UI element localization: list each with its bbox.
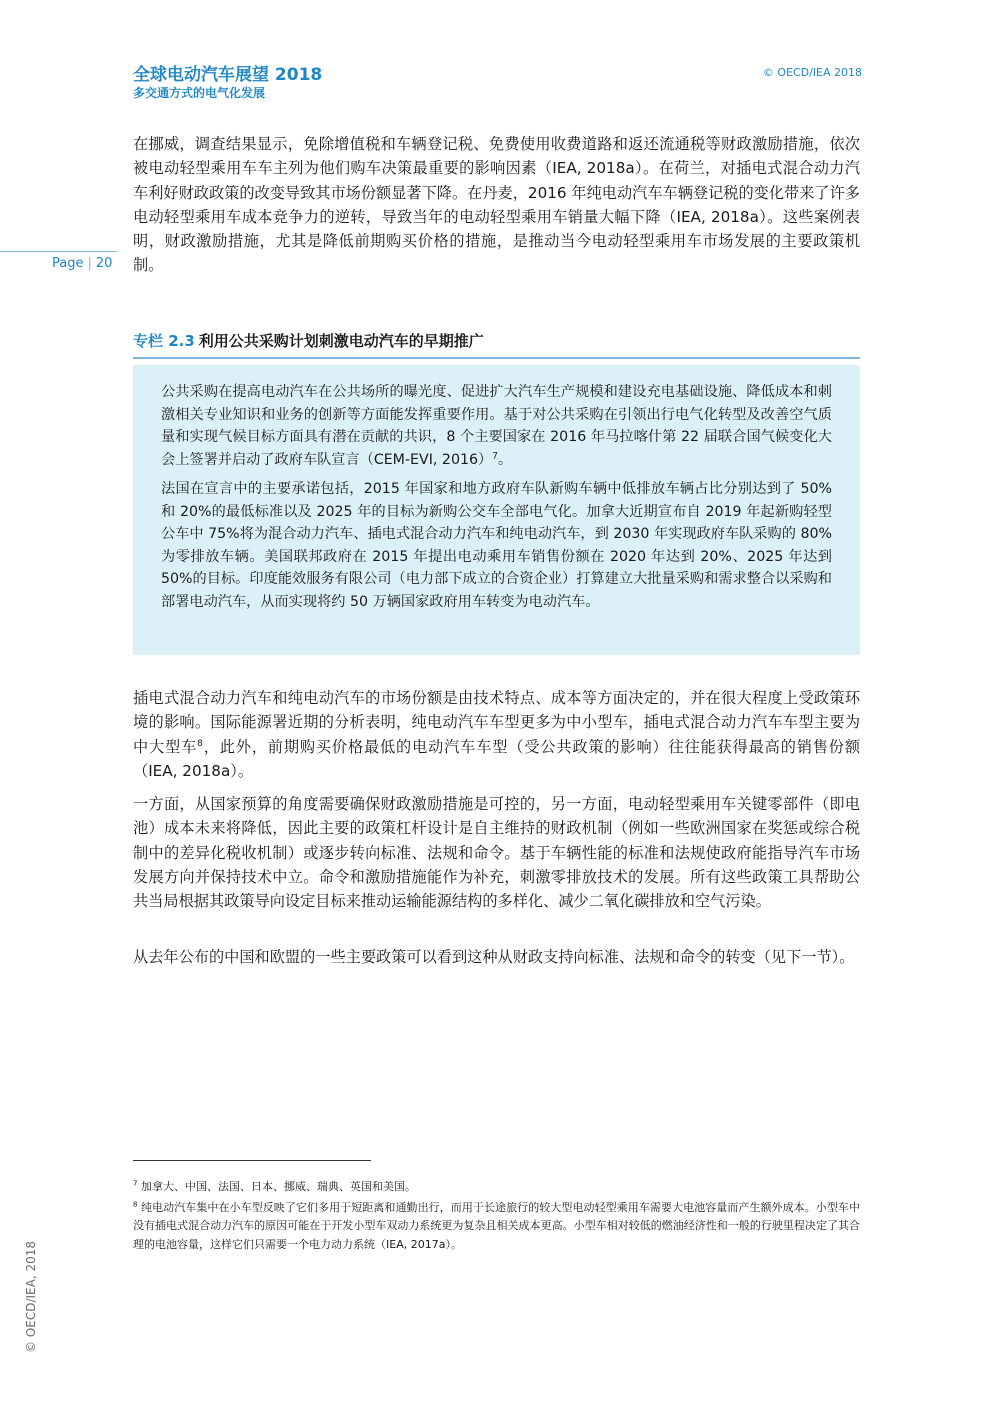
paragraph-3: 一方面，从国家预算的角度需要确保财政激励措施是可控的，另一方面，电动轻型乘用车关键零部件（即电池）成本未来将降低，因此主要的政策杠杆设计是自主维持的财政机制（例如一些欧洲国家在奖惩或综合税制中的差异化税收机制）或逐步转向标准、法规和命令。基于车辆性能的标准和法规使政府能指导汽车市场发展方向并保持技术中立。命令和激励措施能作为补充，刺激零排放技术的发展。所有这些政策工具帮助公共当局根据其政策导向设定目标来推动运输能源结构的多样化、减少二氧化碳排放和空气污染。	[133, 795, 860, 911]
box-paragraph-2: 法国在宣言中的主要承诺包括，2015 年国家和地方政府车队新购车辆中低排放车辆占比分别达到了 50%和 20%的最低标准以及 2025 年的目标为新购公交车全部电气化。加拿大近期宣布自 2019 年起新购轻型公车中 75%将为混合动力汽车、插电式混合动力汽车和纯电动汽车，到 2030 年实现政府车队采购的 80%为零排放车辆。美国联邦政府在 2015 年提出电动乘用车销售份额在 2020 年达到 20%、2025 年达到 50%的目标。印度能效服务有限公司（电力部下成立的合资企业）打算建立大批量采购和需求整合以采购和部署电动汽车，从而实现将约 50 万辆国家政府用车转变为电动汽车。	[161, 481, 832, 610]
box-paragraph-1-end: 。	[497, 451, 513, 468]
paragraph-2	[133, 686, 860, 783]
page-separator: |	[87, 256, 92, 271]
box-heading-rule	[133, 357, 860, 359]
box-paragraph-1-text: 公共采购在提高电动汽车在公共场所的曝光度、促进扩大汽车生产规模和建设充电基础设施、降低成本和刺激相关专业知识和业务的创新等方面能发挥重要作用。基于对公共采购在引领出行电气化转型及改善空气质量和实现气候目标方面具有潜在贡献的共识，8 个主要国家在 2016 年马拉喀什第 22 届联合国气候变化大会上签署并启动了政府车队宣言（CEM-EVI, 2016）	[161, 384, 832, 468]
footnote-rule	[133, 1160, 371, 1161]
box-title: 利用公共采购计划刺激电动汽车的早期推广	[198, 332, 484, 350]
footnote-ref-8[interactable]: 8	[197, 738, 203, 749]
footnote-7-text: 加拿大、中国、法国、日本、挪威、瑞典、英国和美国。	[140, 1180, 416, 1193]
footnote-8-number: 8	[133, 1199, 138, 1208]
page-rule	[0, 251, 117, 252]
box-label: 专栏 2.3	[133, 332, 195, 350]
paragraph-4: 从去年公布的中国和欧盟的一些主要政策可以看到这种从财政支持向标准、法规和命令的转变（见下一节）。	[133, 948, 855, 966]
header-title: 全球电动汽车展望 2018	[133, 65, 323, 85]
footnote-7	[133, 1178, 860, 1197]
page-number-value: 20	[95, 256, 113, 271]
side-copyright: © OECD/IEA, 2018	[24, 1240, 38, 1353]
page-label: Page	[52, 256, 84, 271]
paragraph-2-end: ，此外，前期购买价格最低的电动汽车车型（受公共政策的影响）往往能获得最高的销售份额（IEA, 2018a）。	[133, 737, 861, 780]
header-copyright: © OECD/IEA 2018	[762, 66, 862, 79]
page-number	[52, 256, 112, 271]
footnotes	[133, 1178, 860, 1256]
footnote-7-number: 7	[133, 1179, 138, 1188]
box-paragraph-1	[161, 381, 832, 471]
paragraph-1: 在挪威，调查结果显示，免除增值税和车辆登记税、免费使用收费道路和返还流通税等财政激励措施，依次被电动轻型乘用车车主列为他们购车决策最重要的影响因素（IEA, 2018a）。在荷兰，对插电式混合动力汽车利好财政政策的改变导致其市场份额显著下降。在丹麦，2016 年纯电动汽车车辆登记税的变化带来了许多电动轻型乘用车成本竞争力的逆转，导致当年的电动轻型乘用车销量大幅下降（IEA, 2018a）。这些案例表明，财政激励措施，尤其是降低前期购买价格的措施，是推动当今电动轻型乘用车市场发展的主要政策机制。	[133, 135, 860, 275]
footnote-8-text: 纯电动汽车集中在小车型反映了它们多用于短距离和通勤出行，而用于长途旅行的较大型电动轻型乘用车需要大电池容量而产生额外成本。小型车中没有插电式混合动力汽车的原因可能在于开发小型车双动力系统更为复杂且相关成本更高。小型车相对较低的燃油经济性和一般的行驶里程决定了其合理的电池容量，这样它们只需要一个电力动力系统（IEA, 2017a）。	[133, 1200, 860, 1251]
info-box	[133, 365, 860, 655]
box-heading	[133, 330, 484, 351]
footnote-ref-7[interactable]: 7	[492, 450, 498, 461]
footnote-8	[133, 1199, 860, 1255]
paragraph-2-text: 插电式混合动力汽车和纯电动汽车的市场份额是由技术特点、成本等方面决定的，并在很大程度上受政策环境的影响。国际能源署近期的分析表明，纯电动汽车车型更多为中小型车，插电式混合动力汽车车型主要为中大型车	[133, 689, 860, 756]
header-subtitle: 多交通方式的电气化发展	[133, 86, 266, 100]
